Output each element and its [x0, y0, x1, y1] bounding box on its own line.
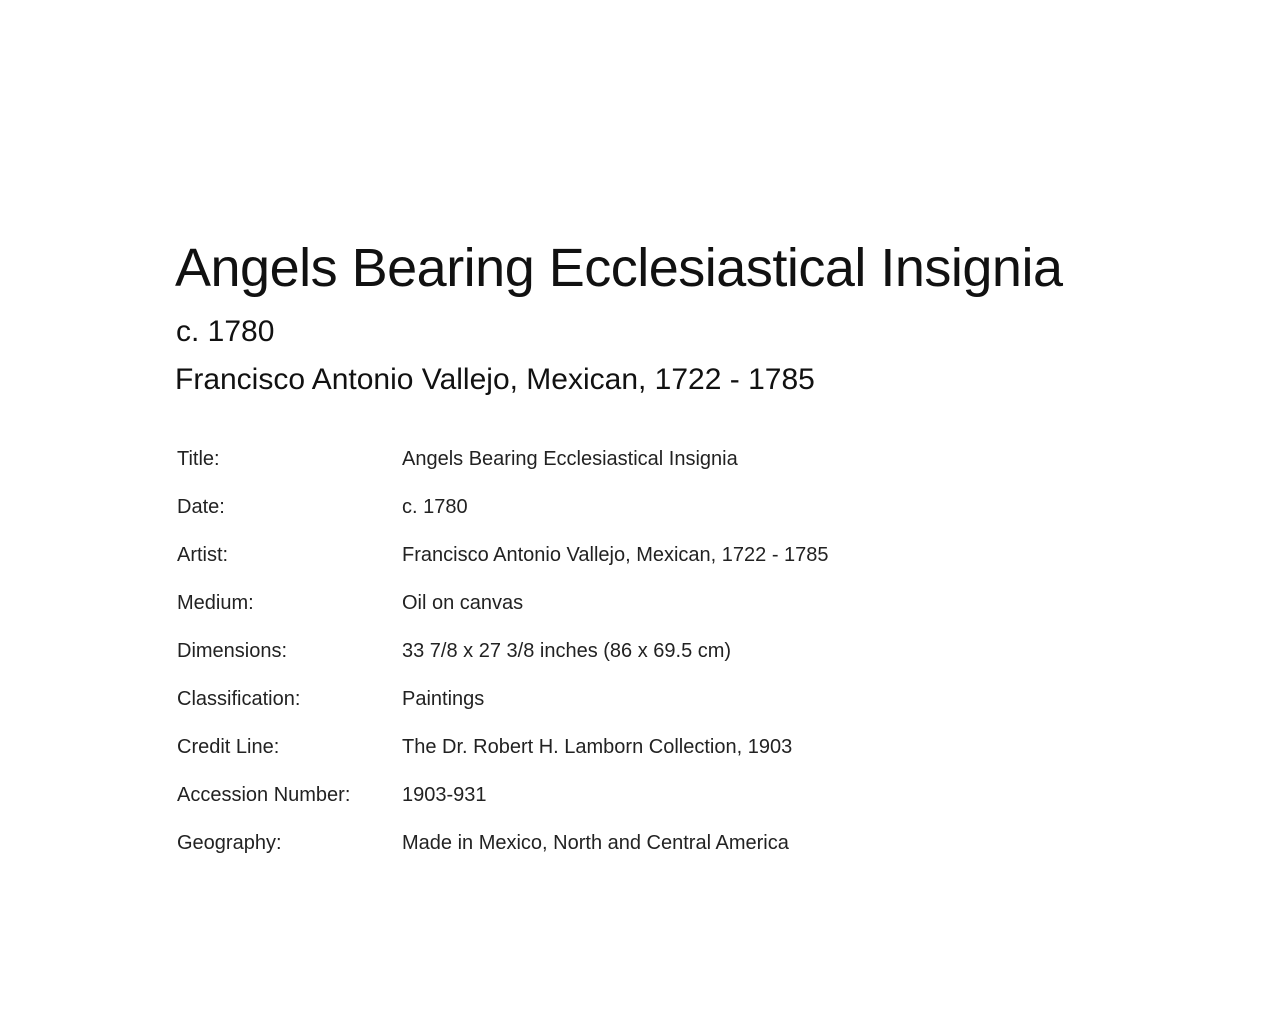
detail-label: Date:: [177, 495, 225, 518]
detail-row-classification: [177, 675, 829, 723]
object-title: Angels Bearing Ecclesiastical Insignia: [175, 238, 1063, 298]
object-date: c. 1780: [176, 315, 275, 348]
detail-row-artist: [177, 531, 829, 579]
detail-row-date: [177, 483, 829, 531]
detail-row-title: [177, 435, 829, 483]
detail-label: Geography:: [177, 831, 282, 854]
detail-row-credit-line: [177, 723, 829, 771]
detail-row-dimensions: [177, 627, 829, 675]
detail-row-medium: [177, 579, 829, 627]
detail-value: The Dr. Robert H. Lamborn Collection, 1903: [402, 735, 793, 758]
detail-value: Angels Bearing Ecclesiastical Insignia: [402, 447, 738, 470]
detail-label: Classification:: [177, 687, 301, 710]
detail-value: Francisco Antonio Vallejo, Mexican, 1722 - 1785: [402, 543, 829, 566]
detail-value: 1903-931: [402, 783, 487, 806]
detail-row-accession-number: [177, 771, 829, 819]
detail-value: 33 7/8 x 27 3/8 inches (86 x 69.5 cm): [402, 639, 732, 662]
detail-label: Artist:: [177, 543, 229, 566]
detail-label: Title:: [177, 447, 220, 470]
detail-value: Oil on canvas: [402, 591, 524, 614]
detail-value: Paintings: [402, 687, 485, 710]
object-details-table: [177, 435, 829, 867]
object-artist: Francisco Antonio Vallejo, Mexican, 1722 - 1785: [175, 363, 815, 396]
detail-value: Made in Mexico, North and Central America: [402, 831, 789, 854]
object-header: [175, 236, 1175, 400]
detail-row-geography: [177, 819, 829, 867]
detail-label: Credit Line:: [177, 735, 280, 758]
detail-value: c. 1780: [402, 495, 468, 518]
detail-label: Accession Number:: [177, 783, 351, 806]
detail-label: Medium:: [177, 591, 254, 614]
detail-label: Dimensions:: [177, 639, 288, 662]
